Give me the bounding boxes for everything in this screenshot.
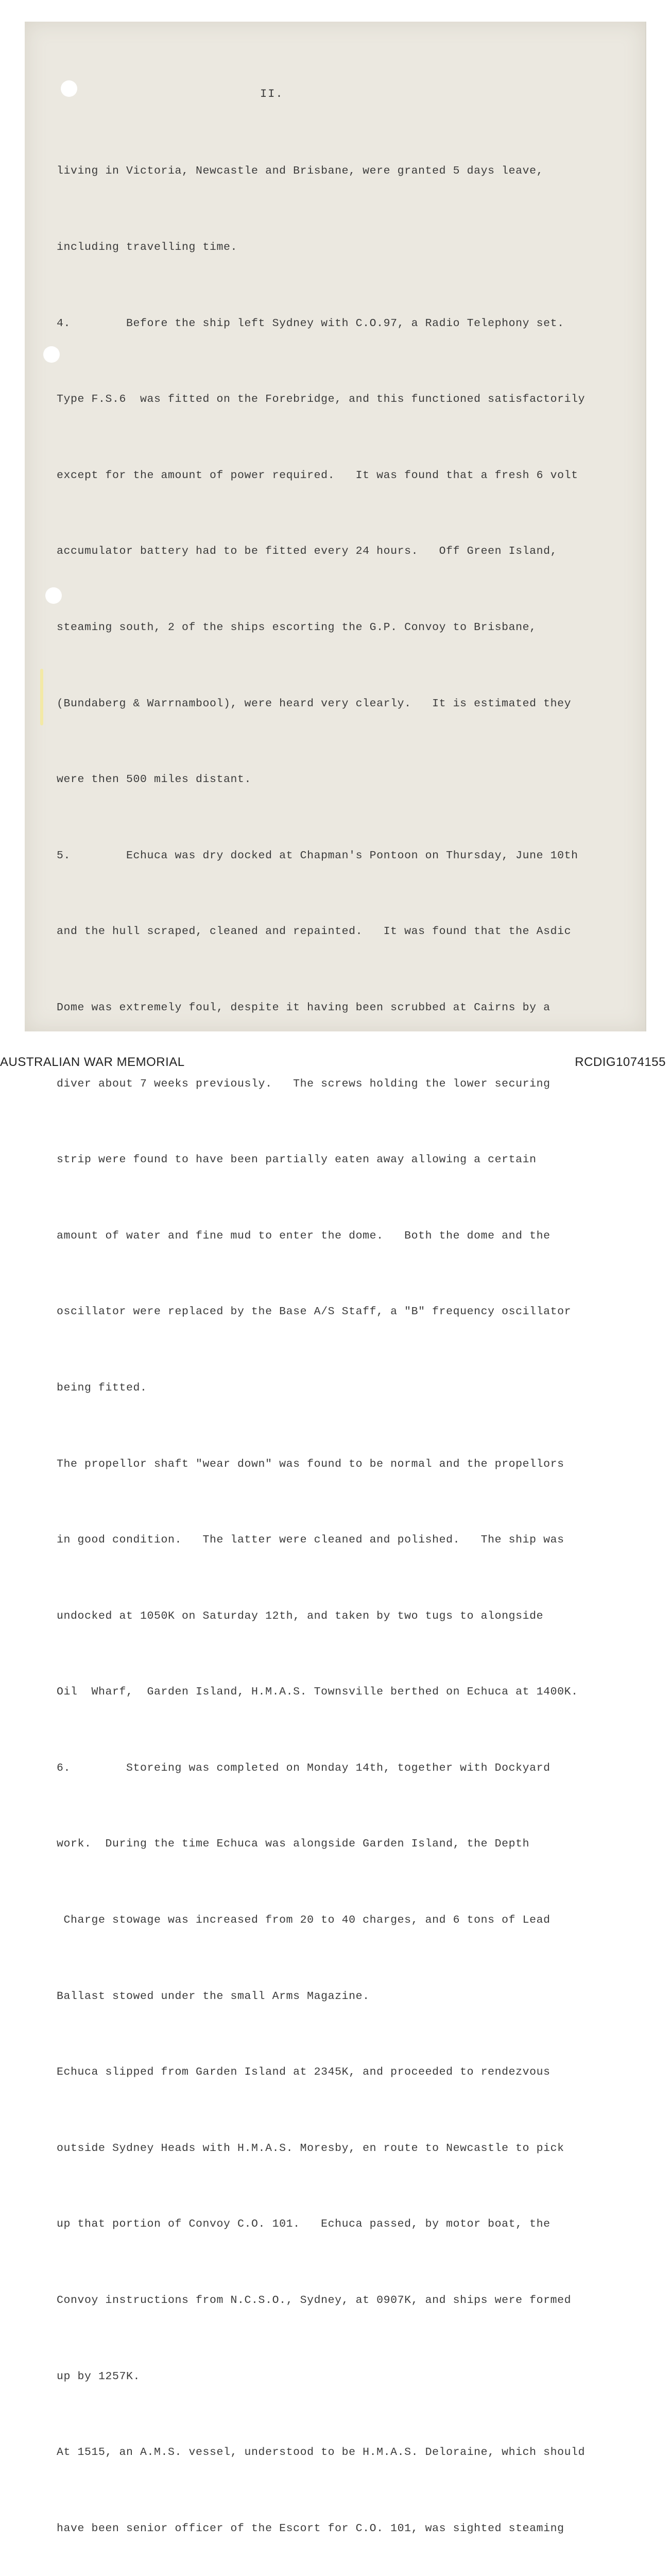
text-line: being fitted.: [57, 1381, 147, 1394]
text-line: up by 1257K.: [57, 2370, 141, 2383]
text-line: were then 500 miles distant.: [57, 773, 252, 786]
text-line: amount of water and fine mud to enter the dome. Both the dome and the: [57, 1229, 550, 1242]
page-number: II.: [260, 88, 284, 100]
text-line: oscillator were replaced by the Base A/S Staff, a "B" frequency oscillator: [57, 1306, 572, 1318]
typed-body-text: [57, 108, 644, 2576]
text-line: Ballast stowed under the small Arms Magazine.: [57, 1990, 370, 2003]
text-line: At 1515, an A.M.S. vessel, understood to be H.M.A.S. Deloraine, which should: [57, 2446, 586, 2459]
text-line: outside Sydney Heads with H.M.A.S. Moresby, en route to Newcastle to pick: [57, 2142, 564, 2155]
text-line: Type F.S.6 was fitted on the Forebridge, and this functioned satisfactorily: [57, 393, 586, 406]
footer-archive-name: AUSTRALIAN WAR MEMORIAL: [0, 1055, 185, 1069]
text-line: accumulator battery had to be fitted every 24 hours. Off Green Island,: [57, 545, 558, 558]
text-line: in good condition. The latter were cleaned and polished. The ship was: [57, 1534, 564, 1547]
text-line: diver about 7 weeks previously. The screws holding the lower securing: [57, 1077, 550, 1090]
text-line: including travelling time.: [57, 241, 238, 253]
text-line: living in Victoria, Newcastle and Brisbane, were granted 5 days leave,: [57, 165, 544, 178]
footer-record-id: RCDIG1074155: [575, 1055, 666, 1069]
margin-highlight: [40, 669, 43, 725]
text-line: Echuca slipped from Garden Island at 2345K, and proceeded to rendezvous: [57, 2066, 550, 2079]
text-line: strip were found to have been partially eaten away allowing a certain: [57, 1154, 537, 1166]
text-line: (Bundaberg & Warrnambool), were heard very clearly. It is estimated they: [57, 697, 572, 710]
text-line: Dome was extremely foul, despite it having been scrubbed at Cairns by a: [57, 1001, 550, 1014]
text-line: undocked at 1050K on Saturday 12th, and taken by two tugs to alongside: [57, 1609, 544, 1622]
text-line: 4. Before the ship left Sydney with C.O.97, a Radio Telephony set.: [57, 317, 564, 330]
text-line: 6. Storeing was completed on Monday 14th, together with Dockyard: [57, 1761, 550, 1774]
text-line: Oil Wharf, Garden Island, H.M.A.S. Townsville berthed on Echuca at 1400K.: [57, 1686, 578, 1699]
text-line: work. During the time Echuca was alongside Garden Island, the Depth: [57, 1838, 530, 1851]
text-line: steaming south, 2 of the ships escorting the G.P. Convoy to Brisbane,: [57, 621, 537, 634]
punch-hole-top: [61, 80, 77, 97]
text-line: The propellor shaft "wear down" was found to be normal and the propellors: [57, 1458, 564, 1470]
text-line: Convoy instructions from N.C.S.O., Sydney, at 0907K, and ships were formed: [57, 2294, 572, 2307]
text-line: have been senior officer of the Escort for C.O. 101, was sighted steaming: [57, 2522, 564, 2535]
text-line: Charge stowage was increased from 20 to 40 charges, and 6 tons of Lead: [57, 1914, 550, 1927]
text-line: and the hull scraped, cleaned and repainted. It was found that the Asdic: [57, 925, 572, 938]
text-line: except for the amount of power required. It was found that a fresh 6 volt: [57, 469, 578, 482]
text-line: 5. Echuca was dry docked at Chapman's Pontoon on Thursday, June 10th: [57, 849, 578, 862]
text-line: up that portion of Convoy C.O. 101. Echuca passed, by motor boat, the: [57, 2218, 550, 2231]
